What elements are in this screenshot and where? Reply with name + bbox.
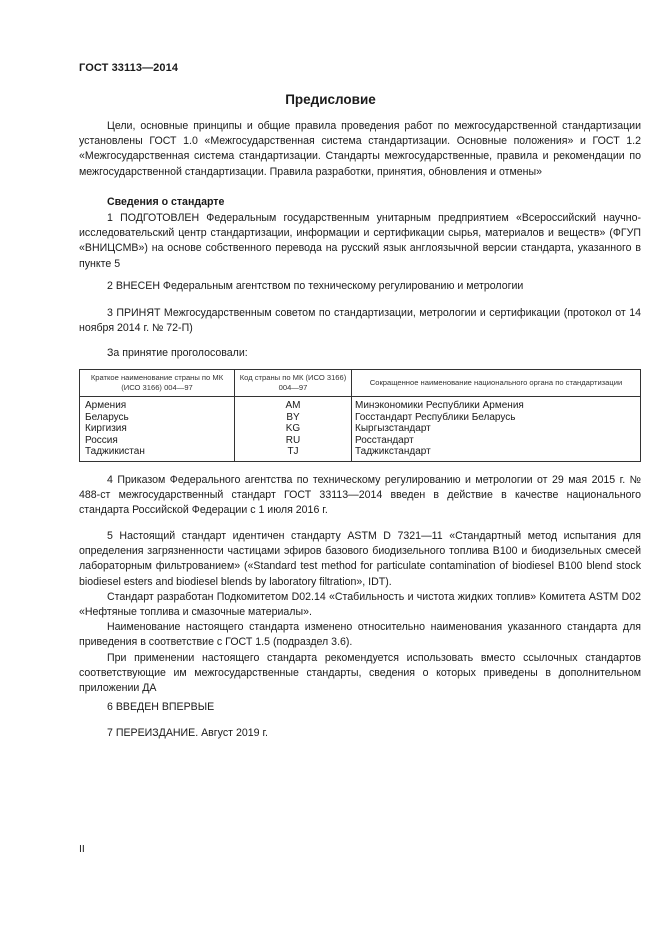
item-2-paragraph: 2 ВНЕСЕН Федеральным агентством по техническому регулированию и метрологии [107, 280, 524, 292]
cell-code: KG [235, 423, 352, 435]
item-7-paragraph: 7 ПЕРЕИЗДАНИЕ. Август 2019 г. [107, 727, 268, 739]
header-code: Код страны по МК (ИСО 3166) 004—97 [235, 370, 352, 397]
item-6-paragraph: 6 ВВЕДЕН ВПЕРВЫЕ [107, 701, 215, 713]
item-5-paragraph-2: Стандарт разработан Подкомитетом D02.14 «Стабильность и чистота жидких топлив» Комитета ASTM D02 «Нефтяные топлива и смазочные материалы». [79, 590, 641, 619]
vote-intro: За принятие проголосовали: [107, 347, 248, 359]
voting-table [79, 369, 641, 462]
cell-body: Госстандарт Республики Беларусь [352, 412, 641, 424]
item-5-paragraph-3: Наименование настоящего стандарта изменено относительно наименования указанного стандарта для приведения в соответствие с ГОСТ 1.5 (подраздел 3.6). [79, 621, 641, 649]
document-header: ГОСТ 33113—2014 [79, 62, 179, 74]
intro-paragraph: Цели, основные принципы и общие правила проведения работ по межгосударственной стандартизации установлены ГОСТ 1.0 «Межгосударственная система стандартизации. Основные положения» и ГОСТ 1.2 «Межгосударственная система стандартизации. Стандарты межгосударственные, правила и рекомендации по межгосударственной стандартизации. Правила разработки, принятия, обновления и отмены» [79, 120, 641, 178]
cell-code: TJ [235, 446, 352, 461]
cell-country: Россия [80, 435, 235, 447]
table-row [80, 423, 641, 435]
item-1-paragraph: 1 ПОДГОТОВЛЕН Федеральным государственным унитарным предприятием «Всероссийский научно-исследовательский центр стандартизации, информации и сертификации сырья, материалов и веществ» (ФГУП «ВНИЦСМВ») на основе собственного перевода на русский язык англоязычной версии стандарта, указанного в пункте 5 [79, 212, 641, 270]
item-7-block [79, 726, 641, 741]
section-heading-block [79, 195, 641, 210]
cell-body: Росстандарт [352, 435, 641, 447]
cell-country: Армения [80, 397, 235, 412]
table-row [80, 397, 641, 412]
cell-code: AM [235, 397, 352, 412]
cell-country: Киргизия [80, 423, 235, 435]
item-5-block [79, 529, 641, 696]
page-number: II [79, 843, 85, 855]
cell-body: Кыргызстандарт [352, 423, 641, 435]
header-body: Сокращенное наименование национального органа по стандартизации [352, 370, 641, 397]
item-5-paragraph: 5 Настоящий стандарт идентичен стандарту ASTM D 7321—11 «Стандартный метод испытания для определения загрязненности частицами эфиров базового биодизельного топлива В100 и биодизельных смесей лабораторным фильтрованием» («Standard test method for particulate contamination of biodiesel B100 blend stock biodiesel esters and biodiesel blends by laboratory filtration», IDT). [79, 530, 641, 588]
item-4-block [79, 473, 641, 519]
table-header-row [80, 370, 641, 397]
item-5-paragraph-4: При применении настоящего стандарта рекомендуется использовать вместо ссылочных стандартов соответствующие им межгосударственные стандарты, сведения о которых приведены в дополнительном приложении ДА [79, 651, 641, 695]
cell-body: Таджикстандарт [352, 446, 641, 461]
page-title: Предисловие [285, 92, 376, 107]
item-2-block [79, 279, 641, 294]
item-4-paragraph: 4 Приказом Федерального агентства по техническому регулированию и метрологии от 29 мая 2015 г. № 488-ст межгосударственный стандарт ГОСТ 33113—2014 введен в действие в качестве национального стандарта Российской Федерации с 1 июля 2016 г. [79, 474, 641, 517]
table-row [80, 446, 641, 461]
cell-body: Минэкономики Республики Армения [352, 397, 641, 412]
item-1-block [79, 211, 641, 272]
item-3-block [79, 306, 641, 336]
section-heading: Сведения о стандарте [107, 196, 225, 208]
cell-code: BY [235, 412, 352, 424]
table-row [80, 435, 641, 447]
cell-country: Таджикистан [80, 446, 235, 461]
cell-code: RU [235, 435, 352, 447]
table-row [80, 412, 641, 424]
item-3-paragraph: 3 ПРИНЯТ Межгосударственным советом по стандартизации, метрологии и сертификации (протокол от 14 ноября 2014 г. № 72-П) [79, 307, 641, 335]
vote-intro-block [79, 346, 641, 361]
header-country: Краткое наименование страны по МК (ИСО 3166) 004—97 [80, 370, 235, 397]
intro-block [79, 119, 641, 180]
item-6-block [79, 700, 641, 715]
cell-country: Беларусь [80, 412, 235, 424]
